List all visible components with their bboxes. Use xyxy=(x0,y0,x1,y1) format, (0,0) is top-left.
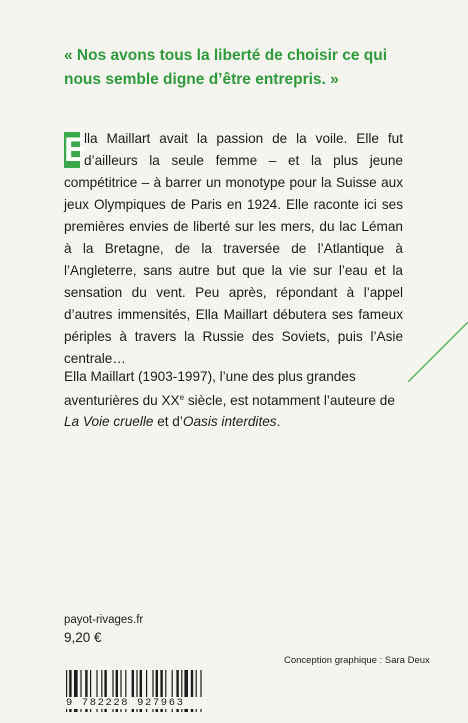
bio-text-1: Ella Maillart (1903-1997), l’une des plus grandes aventurières du XX xyxy=(64,369,356,408)
author-bio xyxy=(64,366,403,432)
decorative-diagonal-line xyxy=(408,322,468,382)
drop-cap: E xyxy=(64,131,87,169)
quote-line-2: nous semble digne d’être entrepris. » xyxy=(64,71,339,88)
description-paragraph xyxy=(64,128,403,370)
price: 9,20 € xyxy=(64,630,102,645)
description-text: lla Maillart avait la passion de la voile. Elle fut d’ailleurs la seule femme – et la plus jeune compétitrice – à barrer un monotype pour la Suisse aux jeux Olympiques de Paris en 1924. Elle raconte ici ses premières envies de liberté sur les mers, du lac Léman à la Bretagne, de la traversée de l’Atlantique à l’Angleterre, sans autre but que la vie sur l’eau et la sensation du vent. Peu après, répondant à l’appel d’autres immensités, Ella Maillart débutera ses fameux périples à travers la Russie des Soviets, puis l’Asie centrale… xyxy=(64,131,403,366)
quote-line-1: « Nos avons tous la liberté de choisir ce qui xyxy=(64,47,388,64)
isbn-number: 9 782228 927963 xyxy=(64,697,256,709)
bio-superscript: e xyxy=(179,393,185,402)
book-title-1: La Voie cruelle xyxy=(64,414,154,429)
pull-quote xyxy=(64,44,404,92)
bio-text-4: . xyxy=(276,414,281,429)
publisher-website: payot-rivages.fr xyxy=(64,614,144,626)
book-title-2: Oasis interdites xyxy=(182,414,277,429)
design-credit: Conception graphique : Sara Deux xyxy=(284,655,430,666)
bio-text-2: siècle, est notamment l’auteure de xyxy=(184,393,395,408)
bio-text-3: et d’ xyxy=(153,414,183,429)
